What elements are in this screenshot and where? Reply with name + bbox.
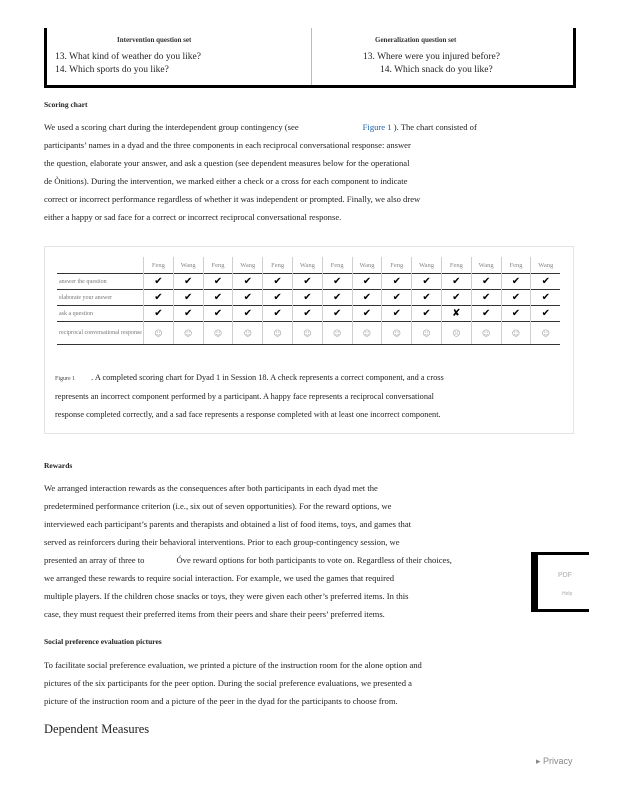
check-icon: ✔ (173, 274, 203, 290)
check-icon: ✔ (412, 274, 442, 290)
privacy-label: Privacy (543, 756, 573, 766)
paragraph-line: To facilitate social preference evaluation, we printed a picture of the instruction room for the alone option and (44, 660, 422, 670)
check-icon: ✔ (501, 274, 531, 290)
check-icon: ✔ (352, 290, 382, 306)
participant-column-header: Feng (203, 257, 233, 274)
check-icon: ✔ (382, 274, 412, 290)
paragraph-line: either a happy or sad face for a correct or incorrect reciprocal conversational response. (44, 212, 342, 222)
check-icon: ✔ (531, 290, 560, 306)
dependent-measures-heading: Dependent Measures (44, 722, 150, 736)
triangle-icon: ▸ (536, 756, 541, 766)
generalization-item: 13. Where were you injured before? (363, 52, 500, 62)
check-icon: ✔ (531, 306, 560, 322)
participant-column-header: Wang (412, 257, 442, 274)
check-icon: ✔ (203, 274, 233, 290)
intervention-item: 14. Which sports do you like? (55, 65, 169, 75)
check-icon: ✔ (471, 274, 501, 290)
happy-face-icon: ☺ (322, 322, 352, 345)
scoring-row (57, 274, 560, 290)
paragraph-line: pictures of the six participants for the peer option. During the social preference evaluations, we presented a (44, 678, 412, 688)
paragraph-line: predetermined performance criterion (i.e., six out of seven opportunities). For the reward options, we (44, 501, 392, 511)
paragraph-line: interviewed each participant’s parents and therapists and obtained a list of food items, toys, and games that (44, 519, 412, 529)
scoring-chart-table (57, 257, 560, 345)
happy-face-icon: ☺ (471, 322, 501, 345)
component-label: reciprocal conversational response (57, 322, 144, 345)
line-text: presented an array of three to (44, 555, 145, 565)
caption-line: represents an incorrect component performed by a participant. A happy face represents a reciprocal conversational (55, 392, 434, 401)
line-text: We used a scoring chart during the interdependent group contingency (see (44, 122, 299, 132)
paragraph-line (44, 118, 554, 136)
paragraph-line: the question, elaborate your answer, and ask a question (see dependent measures below for the operational (44, 158, 410, 168)
check-icon: ✔ (322, 306, 352, 322)
privacy-link[interactable] (536, 756, 573, 767)
check-icon: ✔ (203, 306, 233, 322)
scoring-row (57, 306, 560, 322)
happy-face-icon: ☺ (263, 322, 293, 345)
rewards-paragraph (44, 479, 554, 623)
check-icon: ✔ (352, 274, 382, 290)
participant-column-header: Feng (144, 257, 174, 274)
check-icon: ✔ (382, 290, 412, 306)
check-icon: ✔ (292, 290, 322, 306)
participant-column-header: Feng (322, 257, 352, 274)
line-text-tail: ). The chart consisted of (393, 122, 477, 132)
happy-face-icon: ☺ (412, 322, 442, 345)
check-icon: ✔ (501, 290, 531, 306)
participant-column-header: Wang (352, 257, 382, 274)
check-icon: ✔ (322, 290, 352, 306)
paragraph-line: correct or incorrect performance regardless of whether it was independent or prompted. Finally, we also drew (44, 194, 421, 204)
happy-face-icon: ☺ (173, 322, 203, 345)
check-icon: ✔ (263, 306, 293, 322)
generalization-item: 14. Which snack do you like? (380, 65, 493, 75)
participant-column-header: Feng (501, 257, 531, 274)
check-icon: ✔ (173, 306, 203, 322)
pdf-sublabel: Help (562, 591, 573, 597)
check-icon: ✔ (233, 274, 263, 290)
social-preference-heading: Social preference evaluation pictures (44, 637, 162, 646)
pdf-help-badge[interactable] (531, 552, 589, 612)
participant-column-header: Feng (441, 257, 471, 274)
intervention-header: Intervention question set (117, 36, 192, 44)
happy-face-icon: ☺ (531, 322, 560, 345)
happy-face-icon: ☺ (501, 322, 531, 345)
figure-1-link[interactable]: Figure 1 (362, 122, 392, 132)
check-icon: ✔ (412, 306, 442, 322)
check-icon: ✔ (233, 290, 263, 306)
check-icon: ✔ (144, 274, 174, 290)
caption-line (55, 369, 555, 388)
figure-label: Figure 1 (55, 376, 76, 382)
happy-face-icon: ☺ (352, 322, 382, 345)
check-icon: ✔ (501, 306, 531, 322)
happy-face-icon: ☺ (144, 322, 174, 345)
check-icon: ✔ (322, 274, 352, 290)
component-label: answer the question (57, 274, 144, 290)
paragraph-line (44, 551, 554, 569)
intervention-item: 13. What kind of weather do you like? (55, 52, 201, 62)
check-icon: ✔ (441, 290, 471, 306)
component-label: ask a question (57, 306, 144, 322)
scoring-row (57, 290, 560, 306)
figure-caption (55, 369, 555, 424)
check-icon: ✔ (292, 274, 322, 290)
happy-face-icon: ☺ (292, 322, 322, 345)
participant-column-header: Feng (263, 257, 293, 274)
paragraph-line: picture of the instruction room and a picture of the peer in the dyad for the participants to choose from. (44, 696, 398, 706)
table-divider (311, 28, 312, 85)
paragraph-line: served as reinforcers during their behavioral interventions. Prior to each group-contingency session, we (44, 537, 400, 547)
scoring-row (57, 322, 560, 345)
sad-face-icon: ☹ (441, 322, 471, 345)
participant-column-header: Wang (471, 257, 501, 274)
participant-column-header: Wang (292, 257, 322, 274)
row-label-header (57, 257, 144, 274)
pdf-label: PDF (558, 572, 572, 579)
participant-column-header: Wang (233, 257, 263, 274)
check-icon: ✔ (352, 306, 382, 322)
check-icon: ✔ (144, 290, 174, 306)
generalization-header: Generalization question set (375, 36, 457, 44)
check-icon: ✔ (471, 290, 501, 306)
caption-text: . A completed scoring chart for Dyad 1 in Session 18. A check represents a correct component, and a cross (91, 373, 444, 382)
participant-column-header: Feng (382, 257, 412, 274)
happy-face-icon: ☺ (203, 322, 233, 345)
check-icon: ✔ (382, 306, 412, 322)
check-icon: ✔ (233, 306, 263, 322)
check-icon: ✔ (471, 306, 501, 322)
paragraph-line: case, they must request their preferred items from their peers and share their peers’ preferred items. (44, 609, 385, 619)
line-text-tail: Óve reward options for both participants to vote on. Regardless of their choices, (176, 555, 452, 565)
check-icon: ✔ (203, 290, 233, 306)
social-preference-paragraph (44, 656, 554, 710)
cross-icon: ✘ (441, 306, 471, 322)
check-icon: ✔ (263, 274, 293, 290)
check-icon: ✔ (263, 290, 293, 306)
check-icon: ✔ (173, 290, 203, 306)
paragraph-line: we arranged these rewards to require social interaction. For example, we used the games that required (44, 573, 395, 583)
component-label: elaborate your answer (57, 290, 144, 306)
scoring-paragraph (44, 118, 554, 226)
check-icon: ✔ (441, 274, 471, 290)
paragraph-line: participants’ names in a dyad and the three components in each reciprocal conversational response: answer (44, 140, 411, 150)
rewards-heading: Rewards (44, 461, 73, 470)
participant-column-header: Wang (173, 257, 203, 274)
paragraph-line: de Ònitions). During the intervention, we marked either a check or a cross for each component to indicate (44, 176, 408, 186)
check-icon: ✔ (292, 306, 322, 322)
check-icon: ✔ (412, 290, 442, 306)
check-icon: ✔ (144, 306, 174, 322)
caption-line: response completed correctly, and a sad face represents a response completed with at least one incorrect component. (55, 410, 441, 419)
scoring-chart-header-row (57, 257, 560, 274)
happy-face-icon: ☺ (382, 322, 412, 345)
happy-face-icon: ☺ (233, 322, 263, 345)
figure-1 (44, 246, 574, 434)
question-table (44, 28, 576, 88)
check-icon: ✔ (531, 274, 560, 290)
scoring-chart-heading: Scoring chart (44, 100, 88, 109)
paragraph-line: multiple players. If the children chose snacks or toys, they were given each other’s preferred items. In this (44, 591, 409, 601)
paragraph-line: We arranged interaction rewards as the consequences after both participants in each dyad met the (44, 483, 378, 493)
participant-column-header: Wang (531, 257, 560, 274)
